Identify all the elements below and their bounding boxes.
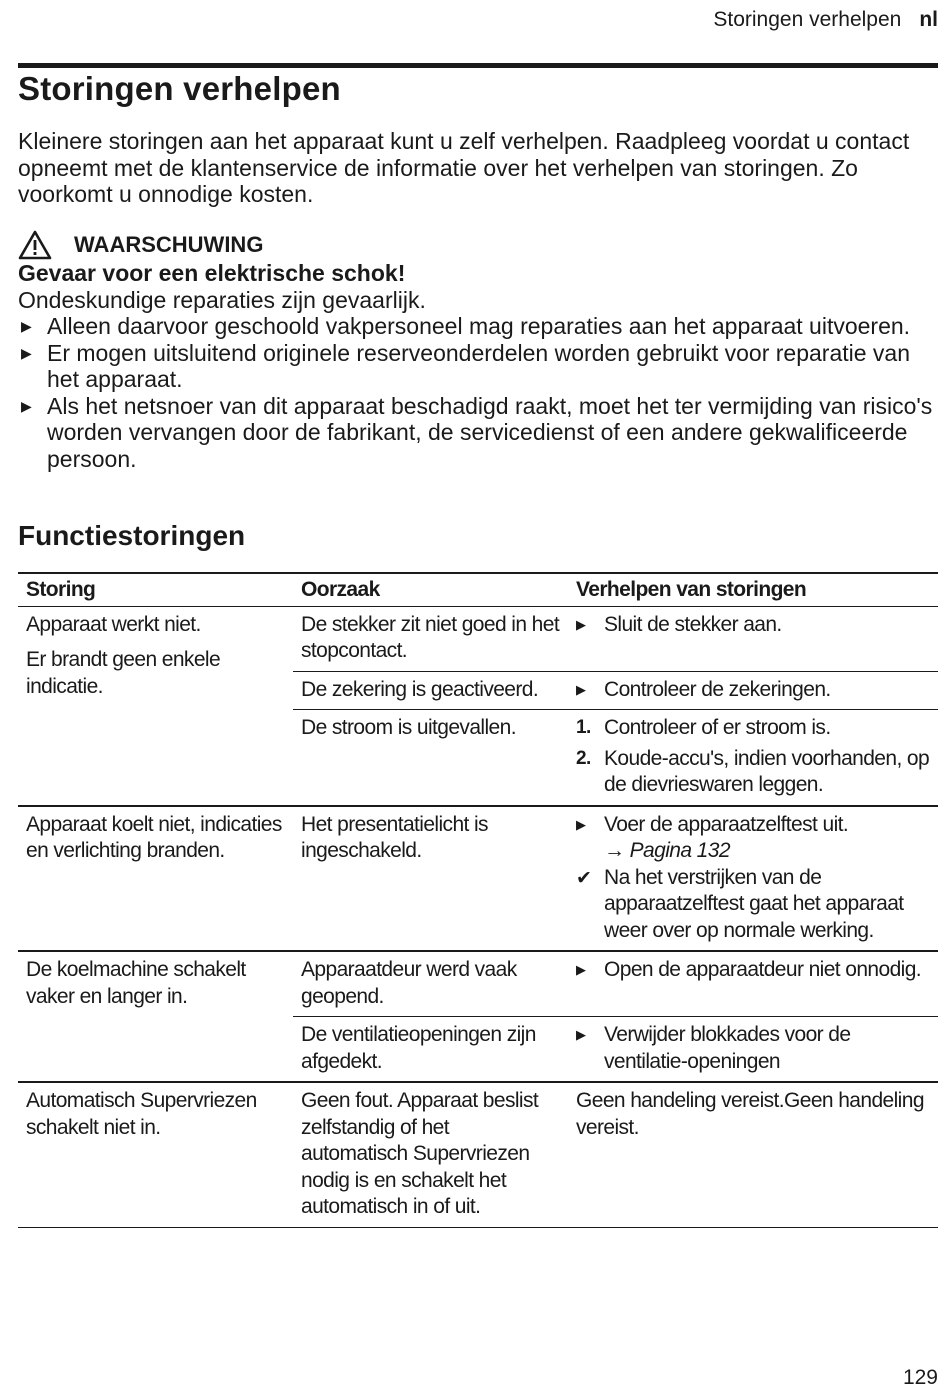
header-rule (18, 63, 938, 68)
warning-subtitle: Gevaar voor een elektrische schok! (18, 260, 406, 286)
page-number: 129 (902, 1366, 938, 1389)
table-row (18, 1082, 938, 1227)
bullet-icon: ▶ (576, 1027, 586, 1042)
column-header: Oorzaak (293, 573, 568, 606)
remedy-cell: 1. Controleer of er stroom is. 2. Koude-accu's, indien voorhanden, op de dievrieswaren leggen. (568, 710, 938, 806)
fault-cell: De koelmachine schakelt vaker en langer in. (18, 951, 293, 1082)
cause-cell: De zekering is geactiveerd. (293, 671, 568, 710)
section-title: Functiestoringen (18, 520, 246, 551)
remedy-cell: ▶ Sluit de stekker aan. (568, 606, 938, 671)
warning-block (18, 230, 938, 472)
warning-item: ▶ Alleen daarvoor geschoold vakpersoneel mag reparaties aan het apparaat uitvoeren. (21, 313, 911, 339)
page-title: Storingen verhelpen (18, 70, 341, 107)
bullet-icon: ▶ (21, 397, 32, 414)
fault-cell: Apparaat koelt niet, indicaties en verlichting branden. (18, 806, 293, 952)
page-reference[interactable]: → Pagina 132 (604, 839, 730, 862)
warning-label: WAARSCHUWING (74, 231, 264, 257)
warning-list (18, 313, 938, 472)
cause-cell: De stroom is uitgevallen. (293, 710, 568, 806)
bullet-icon: ▶ (21, 344, 32, 361)
cause-cell: De ventilatieopeningen zijn afgedekt. (293, 1017, 568, 1083)
fault-cell: Apparaat werkt niet. Er brandt geen enkele indicatie. (26, 612, 221, 698)
warning-triangle-icon (18, 230, 52, 260)
warning-item: ▶ Er mogen uitsluitend originele reserveonderdelen worden gebruikt voor reparatie van het apparaat. (21, 339, 911, 392)
bullet-icon: ▶ (576, 816, 586, 832)
remedy-cell: ▶ Verwijder blokkades voor de ventilatie-openingen (568, 1017, 938, 1083)
fault-table (18, 572, 938, 1228)
remedy-cell: ▶ Open de apparaatdeur niet onnodig. (568, 951, 938, 1017)
remedy-cell: ▶ Controleer de zekeringen. (568, 671, 938, 710)
bullet-icon: ▶ (576, 962, 586, 977)
cause-cell: Geen fout. Apparaat beslist zelfstandig of het automatisch Supervriezen nodig is en schakelt het automatisch in of uit. (293, 1082, 568, 1227)
intro-paragraph: Kleinere storingen aan het apparaat kunt u zelf verhelpen. Raadpleeg voordat u contact opneemt met de klantenservice de informatie over het verhelpen van storingen. Zo voorkomt u onnodige kosten. (18, 128, 910, 207)
table-row (18, 606, 938, 671)
remedy-cell: Geen handeling vereist.Geen handeling vereist. (568, 1082, 938, 1227)
table-row (18, 806, 938, 952)
running-header (713, 8, 938, 32)
cause-cell: Het presentatielicht is ingeschakeld. (293, 806, 568, 952)
warning-text: Ondeskundige reparaties zijn gevaarlijk. (18, 286, 426, 313)
column-header: Storing (18, 573, 293, 606)
cause-cell: De stekker zit niet goed in het stopcontact. (301, 612, 560, 662)
table-row (18, 951, 938, 1017)
remedy-cell: ▶ Voer de apparaatzelftest uit. → Pagina 132 ✔ Na het verstrijken van de apparaatzelftest gaat het apparaat weer over op normale werking. (568, 806, 938, 952)
fault-cell: Automatisch Supervriezen schakelt niet in. (18, 1082, 293, 1227)
bullet-icon: ▶ (21, 318, 32, 334)
bullet-icon: ▶ (576, 616, 586, 632)
check-icon: ✔ (576, 867, 592, 889)
cause-cell: Apparaatdeur werd vaak geopend. (293, 951, 568, 1017)
warning-item: ▶ Als het netsnoer van dit apparaat beschadigd raakt, moet het ter vermijding van risico's worden vervangen door de fabrikant, de servicedienst of een andere gekwalificeerde persoon. (21, 392, 933, 472)
header-language: nl (919, 8, 938, 31)
header-section: Storingen verhelpen (713, 8, 902, 31)
warning-title (18, 230, 938, 260)
table-header-row (18, 573, 938, 606)
bullet-icon: ▶ (576, 681, 586, 697)
column-header: Verhelpen van storingen (568, 573, 938, 606)
